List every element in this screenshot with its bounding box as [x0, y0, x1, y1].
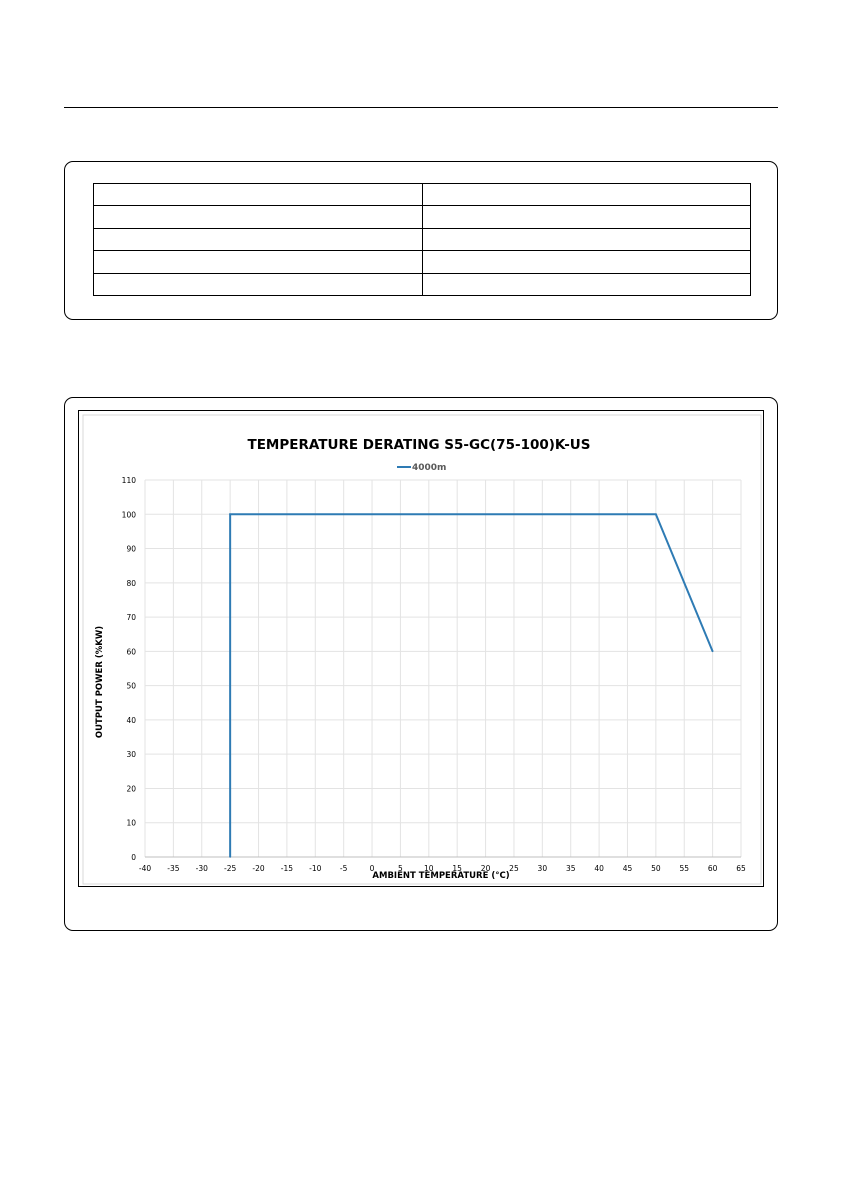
- table-row: [94, 251, 751, 273]
- x-tick-label: 65: [736, 864, 746, 873]
- x-tick-label: -40: [138, 864, 152, 873]
- table-cell: [423, 228, 751, 250]
- y-tick-label: 20: [126, 784, 136, 794]
- x-tick-label: -10: [309, 864, 322, 873]
- table-cell: [94, 228, 423, 250]
- x-tick-label: -5: [339, 864, 348, 873]
- chart-panel: [64, 397, 778, 931]
- y-tick-label: 110: [121, 476, 136, 485]
- y-tick-label: 50: [126, 681, 136, 691]
- table-cell: [94, 251, 423, 273]
- y-tick-label: 100: [121, 510, 136, 520]
- table-cell: [423, 251, 751, 273]
- info-table: [93, 183, 751, 296]
- data-point: [229, 856, 231, 858]
- x-tick-label: -15: [280, 864, 294, 873]
- header-rule: [64, 107, 778, 108]
- y-tick-label: 40: [126, 715, 136, 725]
- y-tick-label: 80: [126, 578, 136, 588]
- x-tick-label: -25: [224, 864, 237, 873]
- x-tick-label: -20: [252, 864, 265, 873]
- y-tick-label: 0: [131, 853, 136, 862]
- y-tick-label: 60: [126, 647, 136, 657]
- x-tick-label: 10: [424, 864, 434, 873]
- table-cell: [94, 184, 423, 206]
- x-tick-label: 40: [594, 864, 604, 873]
- x-tick-label: 30: [537, 864, 548, 873]
- legend-label: 4000m: [412, 463, 447, 473]
- x-tick-label: 50: [651, 864, 661, 873]
- table-cell: [423, 206, 751, 228]
- derating-chart: [79, 411, 765, 888]
- y-tick-label: 70: [126, 613, 136, 623]
- table-row: [94, 206, 751, 228]
- table-row: [94, 228, 751, 250]
- table-panel: [64, 161, 778, 320]
- x-tick-label: 25: [509, 864, 519, 873]
- table-cell: [94, 273, 423, 295]
- table-row: [94, 184, 751, 206]
- x-tick-label: -35: [167, 864, 180, 873]
- y-tick-label: 10: [126, 818, 136, 828]
- x-tick-label: -30: [195, 864, 208, 873]
- x-tick-label: 35: [565, 864, 576, 873]
- y-tick-label: 30: [126, 750, 136, 760]
- x-tick-label: 0: [369, 864, 375, 873]
- x-tick-label: 20: [480, 864, 491, 873]
- x-axis-title: AMBIENT TEMPERATURE (°C): [372, 871, 510, 881]
- chart-area: [83, 415, 761, 884]
- data-point: [655, 513, 657, 515]
- y-axis-title: OUTPUT POWER (%KW): [95, 625, 105, 739]
- x-tick-label: 45: [622, 864, 633, 873]
- table-cell: [423, 184, 751, 206]
- table-cell: [423, 273, 751, 295]
- data-point: [712, 651, 714, 653]
- x-tick-label: 5: [398, 864, 403, 873]
- chart-title: TEMPERATURE DERATING S5-GC(75-100)K-US: [247, 437, 591, 453]
- chart-frame: [78, 410, 764, 887]
- table-row: [94, 273, 751, 295]
- data-point: [229, 513, 231, 515]
- x-tick-label: 15: [452, 864, 462, 873]
- x-tick-label: 60: [707, 864, 718, 873]
- x-tick-label: 55: [679, 864, 690, 873]
- y-tick-label: 90: [126, 544, 136, 554]
- table-cell: [94, 206, 423, 228]
